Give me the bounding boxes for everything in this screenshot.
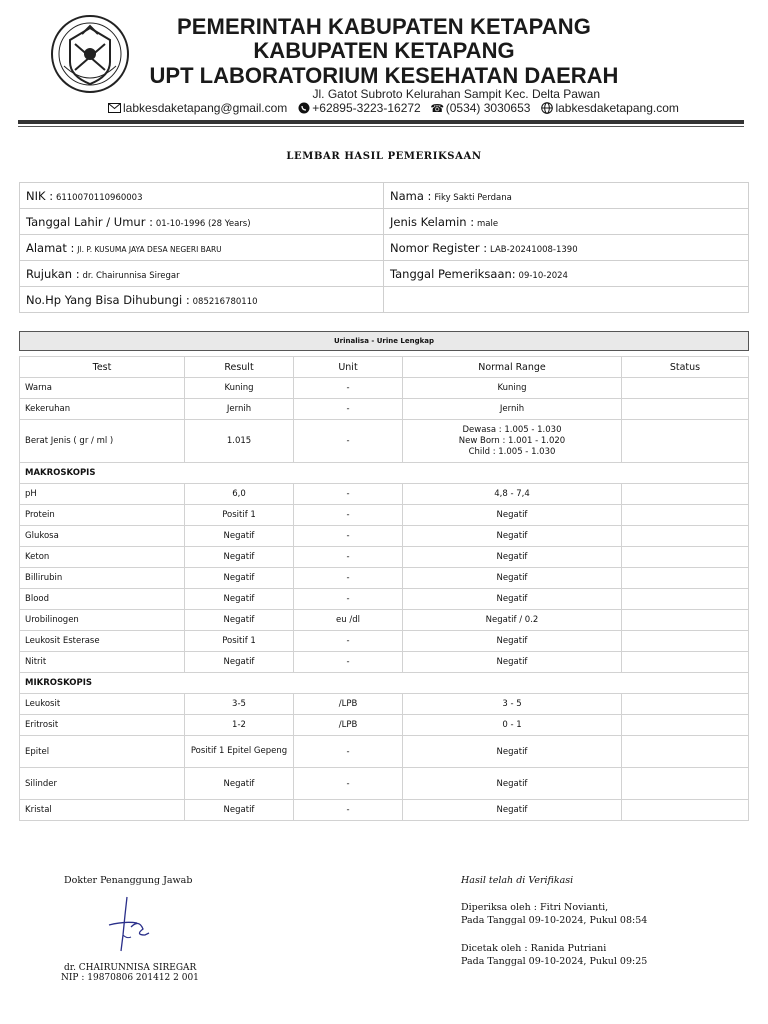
normal-range-cell: Negatif [403,768,622,800]
unit-cell: - [294,652,403,673]
normal-range-line: Child : 1.005 - 1.030 [468,446,556,457]
table-row [20,484,749,505]
rujukan-value: dr. Chairunnisa Siregar [82,270,180,281]
col-test: Test [20,357,185,378]
group-row [20,463,749,484]
unit-cell: - [294,399,403,420]
table-row [20,547,749,568]
status-cell [622,768,749,800]
status-cell [622,568,749,589]
table-row [20,736,749,768]
normal-range-cell: Negatif [403,505,622,526]
status-cell [622,420,749,463]
unit-cell: - [294,589,403,610]
normal-range-cell: Negatif [403,547,622,568]
doctor-signature [105,895,155,955]
table-row [20,631,749,652]
status-cell [622,399,749,420]
normal-range-cell [403,420,622,463]
test-cell: Warna [20,378,185,399]
test-cell: Leukosit [20,694,185,715]
document-title: LEMBAR HASIL PEMERIKSAAN [286,151,482,162]
envelope-icon [108,102,121,114]
unit-cell: - [294,736,403,768]
nama-cell: Nama : Fiky Sakti Perdana [384,183,749,209]
test-cell: Kristal [20,800,185,821]
nama-value: Fiky Sakti Perdana [434,192,512,203]
result-cell: 3-5 [185,694,294,715]
result-cell: Negatif [185,768,294,800]
unit-cell: - [294,484,403,505]
empty-cell [384,287,749,313]
checked-by: Diperiksa oleh : Fitri Novianti, [461,902,609,913]
status-cell [622,505,749,526]
table-row [20,715,749,736]
letterhead-divider-thin [18,126,744,127]
normal-range-cell: Negatif [403,736,622,768]
normal-range-line: New Born : 1.001 - 1.020 [458,435,566,446]
status-cell [622,631,749,652]
table-row [20,399,749,420]
test-cell: Epitel [20,736,185,768]
test-cell: Berat Jenis ( gr / ml ) [20,420,185,463]
results-table [19,356,749,821]
result-cell: Negatif [185,800,294,821]
normal-range-cell: Negatif [403,526,622,547]
register-cell: Nomor Register : LAB-20241008-1390 [384,235,749,261]
status-cell [622,547,749,568]
result-cell: 6,0 [185,484,294,505]
unit-cell: eu /dl [294,610,403,631]
register-value: LAB-20241008-1390 [490,244,578,255]
table-row [20,378,749,399]
normal-range-cell: Negatif [403,652,622,673]
unit-cell: - [294,568,403,589]
section-header: Urinalisa - Urine Lengkap [19,331,749,351]
result-cell: Positif 1 [185,631,294,652]
result-cell: Positif 1 Epitel Gepeng [185,736,294,768]
status-cell [622,526,749,547]
normal-range-line: Dewasa : 1.005 - 1.030 [462,424,562,435]
letterhead-line-1: PEMERINTAH KABUPATEN KETAPANG [177,14,591,39]
contact-row [108,101,688,115]
result-cell: 1-2 [185,715,294,736]
printed-at: Pada Tanggal 09-10-2024, Pukul 09:25 [461,956,648,967]
alamat-value: Jl. P. KUSUMA JAYA DESA NEGERI BARU [77,244,222,254]
unit-cell: - [294,526,403,547]
table-row [20,694,749,715]
result-cell: Negatif [185,568,294,589]
test-cell: Urobilinogen [20,610,185,631]
normal-range-cell: Negatif [403,589,622,610]
alamat-cell: Alamat : Jl. P. KUSUMA JAYA DESA NEGERI BARU [20,235,384,261]
result-cell: Jernih [185,399,294,420]
unit-cell: - [294,547,403,568]
table-row [20,505,749,526]
normal-range-cell: Negatif [403,568,622,589]
normal-range-cell: Negatif [403,631,622,652]
result-cell: Positif 1 [185,505,294,526]
test-cell: Silinder [20,768,185,800]
col-normal-range: Normal Range [403,357,622,378]
printed-by: Dicetak oleh : Ranida Putriani [461,943,607,954]
rujukan-cell: Rujukan : dr. Chairunnisa Siregar [20,261,384,287]
group-label: MAKROSKOPIS [20,463,749,484]
result-cell: 1.015 [185,420,294,463]
doctor-title: Dokter Penanggung Jawab [64,875,193,886]
status-cell [622,652,749,673]
col-unit: Unit [294,357,403,378]
nik-cell: NIK : 6110070110960003 [20,183,384,209]
patient-info-table [19,182,749,313]
kabupaten-ketapang-emblem [50,14,130,94]
normal-range-cell: Negatif [403,800,622,821]
result-cell: Negatif [185,589,294,610]
whatsapp-icon [297,102,310,114]
letterhead-divider [18,120,744,124]
letterhead-line-2: KABUPATEN KETAPANG [253,38,515,63]
unit-cell: - [294,505,403,526]
contact-email: labkesdaketapang@gmail.com [108,101,287,115]
letterhead [140,14,628,88]
normal-range-cell: Kuning [403,378,622,399]
table-row [20,652,749,673]
normal-range-cell: 3 - 5 [403,694,622,715]
verified-note: Hasil telah di Verifikasi [461,875,574,886]
status-cell [622,800,749,821]
doctor-name: dr. CHAIRUNNISA SIREGAR [64,963,197,973]
status-cell [622,736,749,768]
result-cell: Negatif [185,547,294,568]
normal-range-cell: 4,8 - 7,4 [403,484,622,505]
test-cell: Kekeruhan [20,399,185,420]
letterhead-line-3: UPT LABORATORIUM KESEHATAN DAERAH [149,63,619,88]
col-status: Status [622,357,749,378]
tgl-periksa-value: 09-10-2024 [518,270,568,281]
result-cell: Kuning [185,378,294,399]
hp-value: 085216780110 [192,296,258,307]
result-cell: Negatif [185,610,294,631]
status-cell [622,484,749,505]
test-cell: Leukosit Esterase [20,631,185,652]
group-label: MIKROSKOPIS [20,673,749,694]
checked-at: Pada Tanggal 09-10-2024, Pukul 08:54 [461,915,648,926]
unit-cell: - [294,378,403,399]
normal-range-cell: Jernih [403,399,622,420]
status-cell [622,378,749,399]
unit-cell: - [294,631,403,652]
doctor-nip: NIP : 19870806 201412 2 001 [61,973,199,983]
test-cell: Eritrosit [20,715,185,736]
table-row [20,568,749,589]
dob-cell: Tanggal Lahir / Umur : 01-10-1996 (28 Years) [20,209,384,235]
gender-value: male [476,218,499,229]
status-cell [622,610,749,631]
group-row [20,673,749,694]
unit-cell: - [294,420,403,463]
col-result: Result [185,357,294,378]
tgl-periksa-cell: Tanggal Pemeriksaan: 09-10-2024 [384,261,749,287]
globe-icon [540,102,553,114]
table-row [20,420,749,463]
status-cell [622,589,749,610]
nik-value: 6110070110960003 [55,192,143,203]
table-row [20,800,749,821]
telephone-icon: ☎ [430,102,445,115]
results-body [20,378,749,821]
normal-range-cell: Negatif / 0.2 [403,610,622,631]
unit-cell: /LPB [294,694,403,715]
table-row [20,526,749,547]
test-cell: Keton [20,547,185,568]
test-cell: Billirubin [20,568,185,589]
results-header-row [20,357,749,378]
result-cell: Negatif [185,652,294,673]
result-cell: Negatif [185,526,294,547]
unit-cell: - [294,768,403,800]
status-cell [622,694,749,715]
normal-range-cell: 0 - 1 [403,715,622,736]
unit-cell: - [294,800,403,821]
gender-cell: Jenis Kelamin : male [384,209,749,235]
test-cell: Glukosa [20,526,185,547]
status-cell [622,715,749,736]
contact-whatsapp: +62895-3223-16272 [297,101,420,115]
table-row [20,610,749,631]
test-cell: Protein [20,505,185,526]
address: Jl. Gatot Subroto Kelurahan Sampit Kec. Delta Pawan [312,87,600,101]
unit-cell: /LPB [294,715,403,736]
contact-website: labkesdaketapang.com [540,101,678,115]
dob-value: 01-10-1996 (28 Years) [155,218,251,229]
test-cell: Nitrit [20,652,185,673]
hp-cell: No.Hp Yang Bisa Dihubungi : 085216780110 [20,287,384,313]
table-row [20,768,749,800]
test-cell: pH [20,484,185,505]
table-row [20,589,749,610]
test-cell: Blood [20,589,185,610]
contact-phone: ☎ (0534) 3030653 [430,101,531,115]
